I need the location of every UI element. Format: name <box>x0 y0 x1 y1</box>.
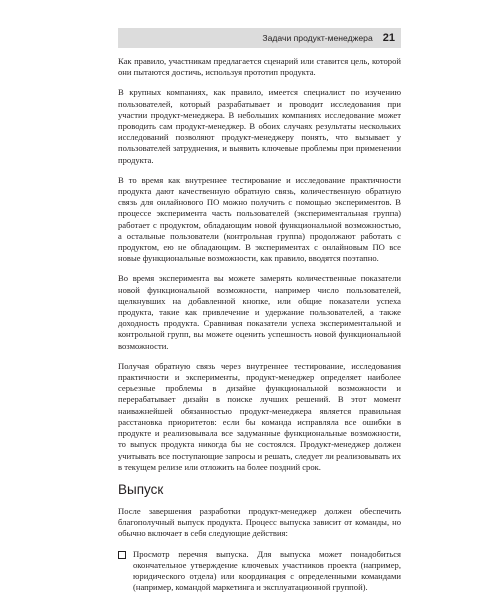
running-header-title: Задачи продукт-менеджера <box>262 33 373 43</box>
running-header <box>118 28 401 48</box>
list-item <box>118 549 401 593</box>
paragraph-1: Как правило, участникам предлагается сценарий или ставится цель, которой они пытаются достичь, используя прототип продукта. <box>118 56 401 78</box>
bullet-list <box>118 549 401 593</box>
page-number: 21 <box>382 32 395 44</box>
paragraph-2: В крупных компаниях, как правило, имеется специалист по изучению пользователей, который разрабатывает и проводит исследования при участии продукт-менеджера. В небольших компаниях исследование может проводить сам продукт-менеджер. В обоих случаях результаты нескольких исследований позволяют продукт-менеджеру понять, что вызывает у пользователей затруднения, и выявить ключевые проблемы при применении продукта. <box>118 87 401 165</box>
section-intro-paragraph: После завершения разработки продукт-менеджер должен обеспечить благополучный выпуск продукта. Процесс выпуска зависит от команды, но обычно включает в себя следующие действия: <box>118 505 401 539</box>
paragraph-4: Во время эксперимента вы можете замерять количественные показатели новой функциональной возможности, например число пользователей, щелкнувших на добавленной кнопке, или общие показатели успеха продукта, такие как привлечение и удержание пользователей, а также доходность продукта. Сравнивая показатели успеха экспериментальной и контрольной групп, вы можете оценить успешность новой функциональной возможности. <box>118 273 401 351</box>
paragraph-3: В то время как внутреннее тестирование и исследование практичности продукта дают качественную обратную связь, количественную обратную связь для онлайнового ПО можно получить с помощью экспериментов. В процессе эксперимента часть пользователей (экспериментальная группа) работает с продуктом, обладающим новой функциональной возможностью, а остальные пользователи (контрольная группа) продолжают работать с продуктом, ею не обладающим. В экспериментах с онлайновым ПО все новые функциональные возможности, как правило, вводятся поэтапно. <box>118 174 401 264</box>
list-item-text: Просмотр перечня выпуска. Для выпуска может понадобиться окончательное утверждение ключевых участников проекта (например, юридического отдела) или координация с определенными командами (например, командой маркетинга и эксплуатационной группой). <box>133 548 401 593</box>
page-content <box>118 56 401 593</box>
checkbox-bullet-icon <box>118 551 126 559</box>
paragraph-5: Получая обратную связь через внутреннее тестирование, исследования практичности и эксперименты, продукт-менеджер определяет наиболее серьезные проблемы в дизайне функциональной возможности и перерабатывает дизайн в поиске лучших решений. В этот момент наиважнейшей обязанностью продукт-менеджера является правильная расстановка приоритетов: если бы команда исправляла все ошибки в продукте и реализовывала все задуманные функциональные возможности, то выпуск продукта никогда бы не состоялся. Продукт-менеджер должен учитывать все поступающие запросы и решать, следует ли реализовывать их в текущем релизе или отложить на более поздний срок. <box>118 360 401 472</box>
section-heading: Выпуск <box>118 481 164 497</box>
